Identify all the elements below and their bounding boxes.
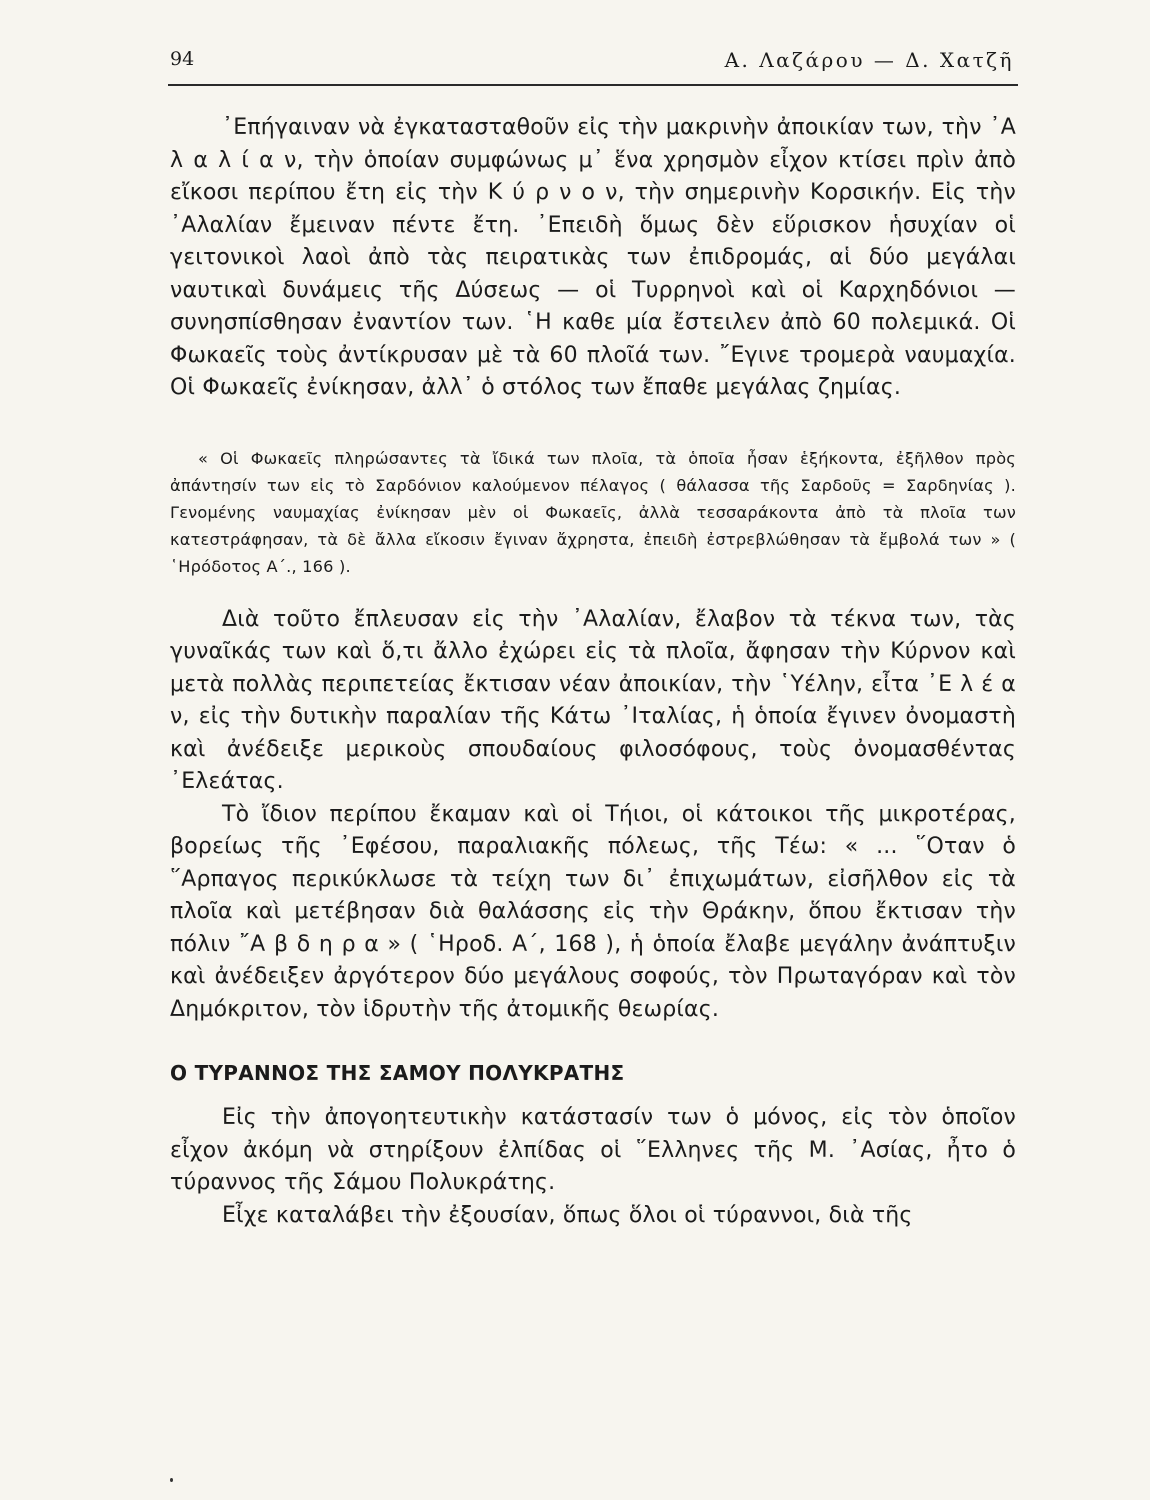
body-paragraph: Διὰ τοῦτο ἔπλευσαν εἰς τὴν ᾿Αλαλίαν, ἔλαβον τὰ τέκνα των, τὰς γυναῖκάς των καὶ ὅ,τι ἄλλο ἐχώρει εἰς τὰ πλοῖα, ἄφησαν τὴν Κύρνον καὶ μετὰ πολλὰς περιπετείας ἔκτισαν νέαν ἀποικίαν, τὴν ῾Υέλην, εἶτα ᾿Ε λ έ α ν, εἰς τὴν δυτικὴν παραλίαν τῆς Κάτω ᾿Ιταλίας, ἡ ὁποία ἔγινεν ὀνομαστὴ καὶ ἀνέδειξε μερικοὺς σπουδαίους φιλοσόφους, τοὺς ὀνομασθέντας ᾿Ελεάτας.	[170, 606, 1016, 794]
body-paragraph: Τὸ ἴδιον περίπου ἔκαμαν καὶ οἱ Τήιοι, οἱ κάτοικοι τῆς μικροτέρας, βορείως τῆς ᾿Εφέσου, παραλιακῆς πόλεως, τῆς Τέω: « ... ῞Οταν ὁ ῞Αρπαγος περικύκλωσε τὰ τείχη των δι᾿ ἐπιχωμάτων, εἰσῆλθον εἰς τὰ πλοῖα καὶ μετέβησαν διὰ θαλάσσης εἰς τὴν Θράκην, ὅπου ἔκτισαν τὴν πόλιν ῎Α β δ η ρ α » ( ῾Ηροδ. Α΄, 168 ), ἡ ὁποία ἔλαβε μεγάλην ἀνάπτυξιν καὶ ἀνέδειξεν ἀργότερον δύο μεγάλους σοφούς, τὸν Πρωταγόραν καὶ τὸν Δημόκριτον, τὸν ἱδρυτὴν τῆς ἀτομικῆς θεωρίας.	[170, 801, 1016, 1022]
page-body	[170, 112, 1016, 1232]
section-heading: Ο ΤΥΡΑΝΝΟΣ ΤΗΣ ΣΑΜΟΥ ΠΟΛΥΚΡΑΤΗΣ	[170, 1061, 625, 1085]
herodotus-quotation: « Οἱ Φωκαεῖς πληρώσαντες τὰ ἴδικά των πλοῖα, τὰ ὁποῖα ἦσαν ἑξήκοντα, ἐξῆλθον πρὸς ἀπάντησίν των εἰς τὸ Σαρδόνιον καλούμενον πέλαγος ( θάλασσα τῆς Σαρδοῦς = Σαρδηνίας ). Γενομένης ναυμαχίας ἐνίκησαν μὲν οἱ Φωκαεῖς, ἀλλὰ τεσσαράκοντα ἀπὸ τὰ πλοῖα των κατεστράφησαν, τὰ δὲ ἄλλα εἴκοσιν ἔγιναν ἄχρηστα, ἐπειδὴ ἐστρεβλώθησαν τὰ ἔμβολά των » ( ῾Ηρόδοτος Α΄., 166 ).	[170, 448, 1016, 576]
body-paragraph: ᾿Επήγαιναν νὰ ἐγκατασταθοῦν εἰς τὴν μακρινὴν ἀποικίαν των, τὴν ᾿Α λ α λ ί α ν, τὴν ὁποίαν συμφώνως μ᾿ ἕνα χρησμὸν εἶχον κτίσει πρὶν ἀπὸ εἴκοσι περίπου ἔτη εἰς τὴν Κ ύ ρ ν ο ν, τὴν σημερινὴν Κορσικήν. Εἰς τὴν ᾿Αλαλίαν ἔμειναν πέντε ἔτη. ᾿Επειδὴ ὅμως δὲν εὕρισκον ἡσυχίαν οἱ γειτονικοὶ λαοὶ ἀπὸ τὰς πειρατικὰς των ἐπιδρομάς, αἱ δύο μεγάλαι ναυτικαὶ δυνάμεις τῆς Δύσεως — οἱ Τυρρηνοὶ καὶ οἱ Καρχηδόνιοι — συνησπίσθησαν ἐναντίον των. ῾Η καθε μία ἔστειλεν ἀπὸ 60 πολεμικά. Οἱ Φωκαεῖς τοὺς ἀντίκρυσαν μὲ τὰ 60 πλοῖά των. ῎Εγινε τρομερὰ ναυμαχία. Οἱ Φωκαεῖς ἐνίκησαν, ἀλλ᾿ ὁ στόλος των ἔπαθε μεγάλας ζημίας.	[170, 115, 1016, 400]
page-number: 94	[170, 48, 195, 70]
body-paragraph: Εἰς τὴν ἀπογοητευτικὴν κατάστασίν των ὁ μόνος, εἰς τὸν ὁποῖον εἶχον ἀκόμη νὰ στηρίξουν ἐλπίδας οἱ ῞Ελληνες τῆς Μ. ᾿Ασίας, ἦτο ὁ τύραννος τῆς Σάμου Πολυκράτης.	[170, 1105, 1016, 1195]
running-head: Α. Λαζάρου — Δ. Χατζῆ	[724, 48, 1014, 72]
page-header	[168, 44, 1018, 86]
body-paragraph: Εἶχε καταλάβει τὴν ἐξουσίαν, ὅπως ὅλοι οἱ τύραννοι, διὰ τῆς	[222, 1202, 913, 1228]
ink-speck	[170, 1478, 173, 1482]
